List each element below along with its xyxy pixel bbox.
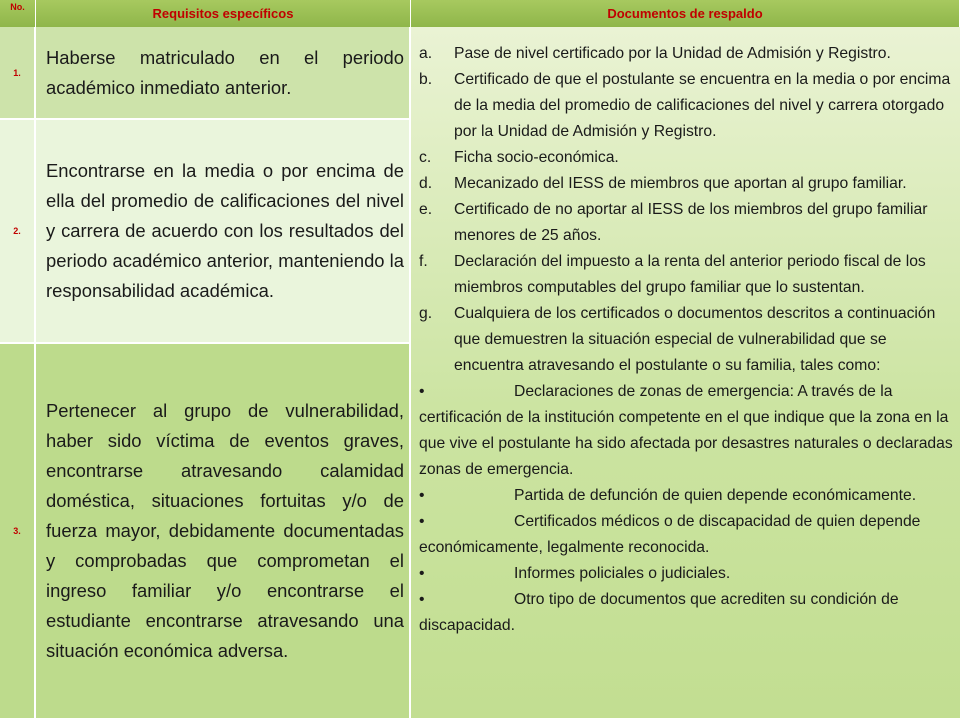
header-documents: Documentos de respaldo (411, 0, 960, 27)
document-text: Certificado de no aportar al IESS de los miembros del grupo familiar menores de 25 años. (454, 201, 928, 244)
bullet-icon: • (419, 591, 425, 608)
bullet-text: Declaraciones de zonas de emergencia: A través de la certificación de la institución competente en el que indique que la zona en la que vive el postulante ha sido afectada por desastres naturales o declaradas zonas de emergencia. (419, 383, 953, 478)
document-letter: g. (419, 305, 433, 322)
requirement-text-3: Pertenecer al grupo de vulnerabilidad, haber sido víctima de eventos graves, encontrarse atravesando calamidad doméstica, situaciones fortuitas y/o de fuerza mayor, debidamente documentadas y comprobadas que comprometan el ingreso familiar y/o encontrarse el estudiante encontrarse atravesando una situación económica adversa. (46, 400, 404, 661)
requirement-cell-1 (36, 27, 411, 120)
row-number-2: 2. (0, 120, 36, 344)
bullet-icon: • (419, 565, 425, 582)
bullet-text: Partida de defunción de quien depende económicamente. (514, 487, 917, 504)
document-text: Ficha socio-económica. (454, 149, 619, 166)
document-text: Pase de nivel certificado por la Unidad de Admisión y Registro. (454, 45, 891, 62)
document-letter: d. (419, 175, 433, 192)
document-item (419, 41, 956, 67)
header-number: No. (0, 0, 36, 27)
bullet-text: Otro tipo de documentos que acrediten su condición de discapacidad. (419, 591, 899, 634)
documents-cell (411, 27, 960, 720)
requirement-text-1: Haberse matriculado en el periodo académico inmediato anterior. (46, 46, 404, 98)
document-text: Certificado de que el postulante se encuentra en la media o por encima de la media del promedio de calificaciones del nivel y carrera otorgado por la Unidad de Admisión y Registro. (454, 71, 951, 140)
document-letter: f. (419, 253, 428, 270)
document-text: Declaración del impuesto a la renta del anterior periodo fiscal de los miembros computables del grupo familiar que lo sustentan. (454, 253, 926, 296)
requirement-cell-3 (36, 344, 411, 720)
bullet-item (419, 483, 956, 509)
bullet-text: Certificados médicos o de discapacidad de quien depende económicamente, legalmente reconocida. (419, 513, 921, 556)
document-letter: c. (419, 149, 432, 166)
bullet-item (419, 587, 956, 639)
document-letter: a. (419, 45, 433, 62)
document-text: Cualquiera de los certificados o documentos descritos a continuación que demuestren la situación especial de vulnerabilidad que se encuentra atravesando el postulante o su familia, tales como: (454, 305, 936, 374)
bullet-icon: • (419, 383, 425, 400)
document-item (419, 197, 956, 249)
bullet-item (419, 561, 956, 587)
document-letter: e. (419, 201, 433, 218)
document-item (419, 171, 956, 197)
bullet-icon: • (419, 487, 425, 504)
requirement-text-2: Encontrarse en la media o por encima de ella del promedio de calificaciones del nivel y carrera de acuerdo con los resultados del periodo académico anterior, manteniendo la responsabilidad académica. (46, 160, 404, 301)
bullet-item (419, 509, 956, 561)
bullet-icon: • (419, 513, 425, 530)
document-text: Mecanizado del IESS de miembros que aportan al grupo familiar. (454, 175, 907, 192)
row-number-3: 3. (0, 344, 36, 720)
bullet-item (419, 379, 956, 483)
document-letter: b. (419, 71, 433, 88)
header-requirements: Requisitos específicos (36, 0, 411, 27)
document-item (419, 301, 956, 379)
document-item (419, 145, 956, 171)
document-item (419, 67, 956, 145)
requirement-cell-2 (36, 120, 411, 344)
document-item (419, 249, 956, 301)
bullet-text: Informes policiales o judiciales. (514, 565, 731, 582)
row-number-1: 1. (0, 27, 36, 120)
